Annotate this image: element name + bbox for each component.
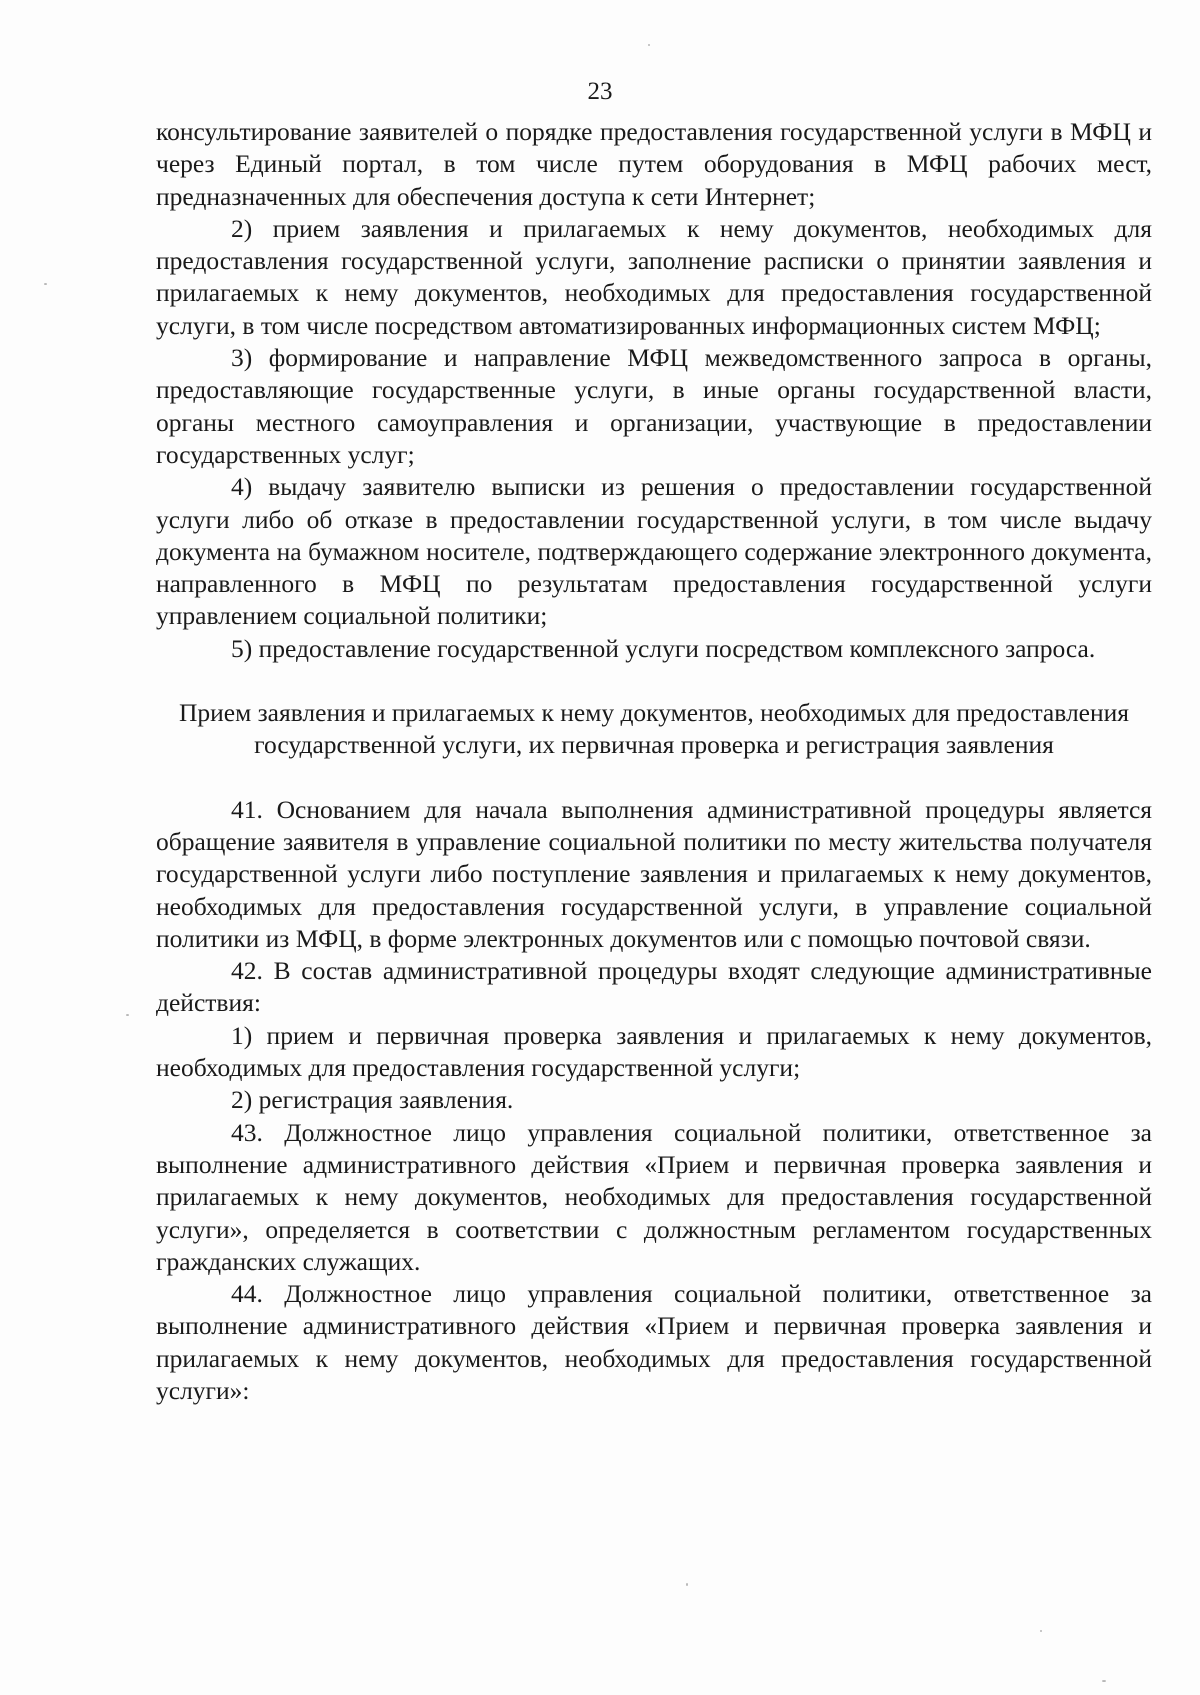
list-item: 4) выдачу заявителю выписки из решения о предоставлении государственной услуги либо об отказе в предоставлении государственной услуги, в том числе выдачу документа на бумажном носителе, подтверждающего содержание электронного документа, направленного в МФЦ по результатам предоставления государственной услуги управлением социальной политики;: [156, 472, 1152, 631]
scan-speck: [1040, 1630, 1042, 1632]
page-number: 23: [587, 78, 613, 105]
scan-speck: [44, 283, 47, 285]
section-heading: Прием заявления и прилагаемых к нему документов, необходимых для предоставления государственной услуги, их первичная проверка и регистрация заявления: [178, 698, 1130, 760]
list-item: 1) прием и первичная проверка заявления и прилагаемых к нему документов, необходимых для предоставления государственной услуги;: [156, 1020, 1152, 1083]
numbered-clause-41: 41. Основанием для начала выполнения административной процедуры является обращение заявителя в управление социальной политики по месту жительства получателя государственной услуги либо поступление заявления и прилагаемых к нему документов, необходимых для предоставления государственной услуги, в управление социальной политики из МФЦ, в форме электронных документов или с помощью почтовой связи.: [156, 794, 1152, 953]
list-item: 3) формирование и направление МФЦ межведомственного запроса в органы, предоставляющие государственные услуги, в иные органы государственной власти, органы местного самоуправления и организации, участвующие в предоставлении государственных услуг;: [156, 343, 1152, 469]
numbered-clause-44: 44. Должностное лицо управления социальной политики, ответственное за выполнение административного действия «Прием и первичная проверка заявления и прилагаемых к нему документов, необходимых для предоставления государственной услуги»:: [156, 1279, 1152, 1405]
paragraph-continuation: консультирование заявителей о порядке предоставления государственной услуги в МФЦ и через Единый портал, в том числе путем оборудования в МФЦ рабочих мест, предназначенных для обеспечения доступа к сети Интернет;: [156, 117, 1152, 211]
numbered-clause-43: 43. Должностное лицо управления социальной политики, ответственное за выполнение административного действия «Прием и первичная проверка заявления и прилагаемых к нему документов, необходимых для предоставления государственной услуги», определяется в соответствии с должностным регламентом государственных гражданских служащих.: [156, 1117, 1152, 1276]
scan-speck: [1102, 1680, 1106, 1682]
list-item: 2) прием заявления и прилагаемых к нему документов, необходимых для предоставления государственной услуги, заполнение расписки о принятии заявления и прилагаемых к нему документов, необходимых для предоставления государственной услуги, в том числе посредством автоматизированных информационных систем МФЦ;: [156, 213, 1152, 340]
list-item: 5) предоставление государственной услуги посредством комплексного запроса.: [231, 633, 1096, 663]
numbered-clause-42: 42. В состав административной процедуры входят следующие административные действия:: [156, 956, 1152, 1018]
scan-speck: [126, 1014, 129, 1016]
scan-speck: [648, 44, 650, 46]
document-body: [156, 116, 1152, 1407]
scan-speck: [686, 1583, 688, 1586]
list-item: 2) регистрация заявления.: [231, 1085, 514, 1115]
